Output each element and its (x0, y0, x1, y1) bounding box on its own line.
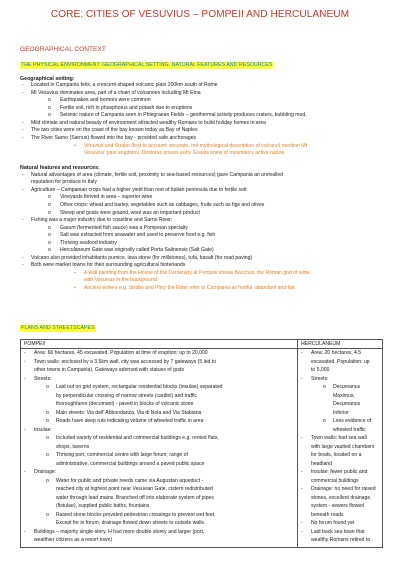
bullet-circle: o (46, 435, 49, 441)
list-item: Fishing was a major industry due to coastline and Sarno River: (31, 217, 173, 223)
bullet-dash: - (301, 375, 303, 382)
bullet-circle: o (46, 452, 49, 458)
table-line-text: water through lead mains. Branched off into elaborate system of pipes (56, 494, 214, 501)
table-line-text: by perpendicular crossing of narrow streets (cardini) and traffic (56, 392, 197, 399)
table-line-text: Area: 20 hectares, 4.5 (311, 350, 362, 356)
table-line-text: wealthy Romans retired to (311, 537, 371, 543)
table-line-text: shops, taverns (56, 443, 90, 450)
bullet-dash: - (22, 255, 24, 261)
table-line-text: commercial buildings (311, 477, 359, 484)
bullet-dash: - (24, 469, 26, 475)
list-item: Fertile soil, rich in phosphorus and potash due to eruptions (60, 105, 193, 111)
list-item: Salt was extracted from seawater and used to preserve food e.g. fish (60, 232, 216, 238)
table-line-text: to 5,000 (311, 367, 330, 373)
table-line (34, 367, 184, 374)
list-item: Ancient writers e.g. Strabo and Pliny the Elder refer to Campania as fruitful, abundant and fair. (84, 285, 296, 291)
bullet-dash: - (22, 82, 24, 88)
bullet-dash: - (301, 486, 303, 492)
table-line (333, 401, 360, 408)
table-line-text: No forum found yet (311, 520, 355, 526)
bullet-square: ▪ (74, 143, 76, 149)
table-line-text: Less evidence of (333, 418, 372, 424)
bullet-dash: - (22, 120, 24, 126)
table-line-text: Streets: (311, 375, 329, 382)
bullet-circle: o (323, 384, 326, 390)
table-line-text: Laid out on grid system, rectangular residential blocks (insulae) separated (56, 384, 223, 390)
table-line-text: Decumanus (333, 384, 361, 390)
table-line-text: wealthier citizens as a resort town) (34, 537, 113, 543)
list-item: Mild climate and natural beauty of environment attracted wealthy Romans to build holiday homes in area (31, 120, 267, 126)
bullet-dash: - (24, 426, 26, 433)
table-line (56, 401, 193, 408)
list-item: The two cities were on the coast of the bay known today as Bay of Naples (31, 127, 198, 133)
table-line (323, 418, 372, 425)
bullet-circle: o (48, 240, 51, 246)
list-item: Earthquakes and tremors were common (60, 97, 151, 103)
list-item: Seismic nature of Campania seen in Phlegraean Fields – geothermal activity produces craters, bubbling mud, (60, 112, 307, 118)
table-line (34, 537, 112, 544)
section-heading: GEOGRAPHICAL CONTEXT (20, 46, 106, 53)
table-line (24, 426, 52, 434)
table-line-text: system - sewers flowed (311, 503, 364, 509)
table-header-row (21, 340, 383, 349)
list-item: with Vesuvius in the background. (84, 277, 159, 283)
table-line (311, 452, 361, 459)
list-item: Natural advantages of area (climate, fertile soil, proximity to sea-based resources) gave Campania an unrivalled (31, 172, 283, 178)
table-line (301, 486, 376, 493)
table-line-text: Inferior (333, 409, 349, 416)
table-line (301, 528, 365, 536)
list-item: Volcano also provided inhabitants pumice, lava stone (for millstones), tufa, basalt (for road paving) (31, 255, 253, 261)
bullet-dash: - (22, 90, 24, 96)
table-line (56, 503, 149, 510)
bullet-circle: o (48, 232, 51, 238)
bullet-dash: - (301, 435, 303, 441)
bullet-circle: o (48, 112, 51, 118)
table-line-text: Insulae: fewer public and (311, 469, 368, 475)
bullet-circle: o (46, 418, 49, 424)
table-line (311, 367, 329, 374)
table-line (56, 461, 204, 468)
list-item: Agriculture – Campanian crops had a higher yield than rest of Italian peninsula due to fertile soil: (31, 187, 248, 193)
bullet-circle: o (323, 418, 326, 424)
list-item: Other crops: wheat and barley, vegetables such as cabbages, fruits such as figs and olives (60, 202, 265, 208)
table-line (46, 477, 204, 485)
bullet-dash: - (24, 375, 26, 382)
bullet-dash: - (24, 528, 26, 535)
table-line-text: beneath roads (311, 511, 344, 518)
bullet-dash: - (301, 469, 303, 475)
bullet-dash: - (22, 135, 24, 141)
subheading-geographical-setting: Geographical setting: (20, 76, 75, 82)
bullet-circle: o (48, 97, 51, 103)
table-line-text: Town walls: enclosed by a 3.5km wall, city was accessed by 7 gateways (5 led to (34, 358, 217, 365)
list-item: Garum (fermented fish sauce) was a Pompeian specialty (60, 225, 188, 231)
bullet-circle: o (48, 194, 51, 200)
list-item: Vitruvius and Strabo (first to account: accurate, not mythological description of volcano) mention Mt (84, 143, 308, 149)
table-line-text: excavated. Population: up (311, 358, 370, 365)
table-line (311, 444, 374, 451)
table-line-text: Except for in forum, drainage flowed down streets to outside walls (56, 520, 205, 526)
list-item: Vineyards thrived in area – superior wine (60, 194, 153, 200)
table-line-text: Water for public and private needs came via Augustan aqueduct - (56, 477, 204, 484)
table-line (311, 478, 359, 485)
highlighted-heading: PLANS AND STREETSCAPES (21, 325, 95, 331)
bullet-dash: - (22, 217, 24, 223)
table-line (323, 384, 361, 391)
table-line (56, 486, 213, 493)
table-line-text: Maximus, (333, 392, 355, 399)
table-line (56, 495, 214, 502)
table-line-text: reached city at highest point near Vesuvian Gate, cistern redistributed (56, 486, 213, 492)
list-item: Located in Campania felix, a crescent-shaped volcanic plain 200km south of Rome (31, 82, 218, 88)
table-line (311, 503, 364, 510)
table-line-text: Thriving port, commercial centre with large forum; range of (56, 452, 188, 458)
table-line-text: Drainage: no need for raised (311, 486, 376, 492)
table-header-pompeii: POMPEII (21, 340, 298, 349)
table-line-text: Roads have deep ruts indicating volume of wheeled traffic in area (56, 418, 204, 424)
table-line (24, 528, 205, 536)
table-line (311, 359, 370, 366)
table-line-text: Insulae: (34, 426, 52, 433)
table-line-text: administrative, commercial buildings around a paved public space (56, 460, 205, 467)
table-line (56, 393, 197, 400)
list-item: Herculaneum Gate was originally called Porta Salinensis (Salt Gate) (60, 247, 214, 253)
highlighted-heading: THE PHYSICAL ENVIRONMENT: GEOGRAPHICAL SETTING, NATURAL FEATURES AND RESOURCES (21, 62, 273, 68)
bullet-circle: o (48, 247, 51, 253)
table-row (21, 349, 383, 548)
table-line (301, 350, 362, 357)
table-line (46, 435, 219, 442)
table-line-text: thoroughfares (decumani) - paved in blocks of volcanic stone (56, 401, 194, 407)
table-line-text: Area: 66 hectares, 45 excavated. Population at time of eruption: up to 20,000 (34, 350, 208, 356)
list-item: The River Sarno (Sarnus) flowed into the bay - provided safe anchorages (31, 135, 197, 141)
table-line-text: Buildings – majority single-story, H had more double storey and larger (port, (34, 528, 205, 535)
table-line (311, 537, 370, 544)
bullet-dash: - (301, 350, 303, 356)
table-line (311, 512, 344, 519)
table-line-text: Included variety of residential and commercial buildings e.g. rented flats, (56, 435, 219, 441)
table-line-text: wheeled traffic (333, 426, 366, 433)
list-item: Vesuvius' past eruptions. Diodorus proves early Greeks knew of mountain's active nature (84, 150, 285, 156)
bullet-circle: o (48, 202, 51, 208)
table-line-text: Town walls: had sea wall (311, 435, 367, 441)
table-line (311, 495, 370, 502)
list-item: A wall painting from the House of the Centenary at Pompeii shows Bacchus, the Roman god of wine, (84, 270, 311, 276)
table-line-text: stones, excellent drainage (311, 494, 371, 501)
bullet-circle: o (48, 210, 51, 216)
bullet-square: ▪ (74, 285, 76, 291)
list-item: Mt Vesuvius dominates area, part of a chain of volcanoes including Mt Etna (31, 90, 201, 96)
table-line (301, 435, 367, 442)
pompeii-cell (21, 349, 298, 548)
table-line (56, 520, 204, 527)
list-item: Thriving seafood industry (60, 240, 117, 246)
bullet-circle: o (46, 409, 49, 416)
table-line-text: Laid back sea town that (311, 528, 365, 535)
table-line (333, 393, 355, 400)
table-line (56, 444, 89, 451)
herculaneum-cell (298, 349, 383, 548)
table-line-text: other towns in Campania). Gateways adorned with statues of gods (34, 367, 185, 373)
table-header-herculaneum: HERCULANEUM (298, 340, 383, 349)
table-line-text: (fistulae), supplied public baths, fountains (56, 503, 150, 509)
table-line (24, 350, 208, 357)
table-line (333, 427, 366, 434)
table-line (24, 375, 52, 383)
table-line-text: Main streets: Via dell' Abbondanza, Via di Nola and Via Stabiana (56, 409, 202, 416)
table-line (46, 452, 188, 459)
bullet-dash: - (24, 350, 26, 356)
bullet-circle: o (48, 225, 51, 231)
bullet-dash: - (22, 187, 24, 193)
table-line (46, 418, 204, 425)
bullet-dash: - (22, 172, 24, 178)
list-item: reputation for produce in Italy (31, 179, 97, 185)
table-line (46, 409, 202, 417)
bullet-dash: - (301, 520, 303, 526)
table-line-text: Raised stone blocks provided pedestrian crossings to prevent wet feet. (56, 511, 216, 518)
table-line-text: for boats, located on a (311, 452, 362, 458)
page-title: CORE: CITIES OF VESUVIUS – POMPEII AND HERCULANEUM (50, 9, 350, 20)
table-line (24, 469, 57, 476)
bullet-circle: o (46, 384, 49, 390)
table-line (311, 461, 332, 468)
table-line (301, 469, 368, 476)
table-line (333, 410, 349, 417)
list-item: Sheep and goats were grazed, wool was an important product (60, 210, 200, 216)
table-line-text: headland (311, 460, 332, 467)
bullet-square: ▪ (74, 270, 76, 276)
bullet-dash: - (22, 262, 24, 268)
table-line-text: with large vaulted chambers (311, 443, 375, 450)
bullet-dash: - (22, 127, 24, 133)
bullet-circle: o (46, 511, 49, 518)
table-line-text: Decumanus (333, 401, 361, 407)
comparison-table (20, 339, 383, 548)
table-line (24, 358, 217, 366)
subheading-natural-features: Natural features and resources: (20, 165, 100, 171)
table-line (46, 384, 223, 391)
table-line (301, 375, 329, 383)
bullet-dash: - (301, 528, 303, 535)
list-item: Both were market towns for their surrounding agricultural hinterlands (31, 262, 186, 268)
bullet-dash: - (24, 358, 26, 365)
table-line-text: Drainage: (34, 469, 57, 475)
table-line (301, 520, 355, 527)
table-line-text: Streets: (34, 375, 52, 382)
bullet-circle: o (48, 105, 51, 111)
bullet-circle: o (46, 477, 49, 484)
table-line (46, 511, 216, 519)
